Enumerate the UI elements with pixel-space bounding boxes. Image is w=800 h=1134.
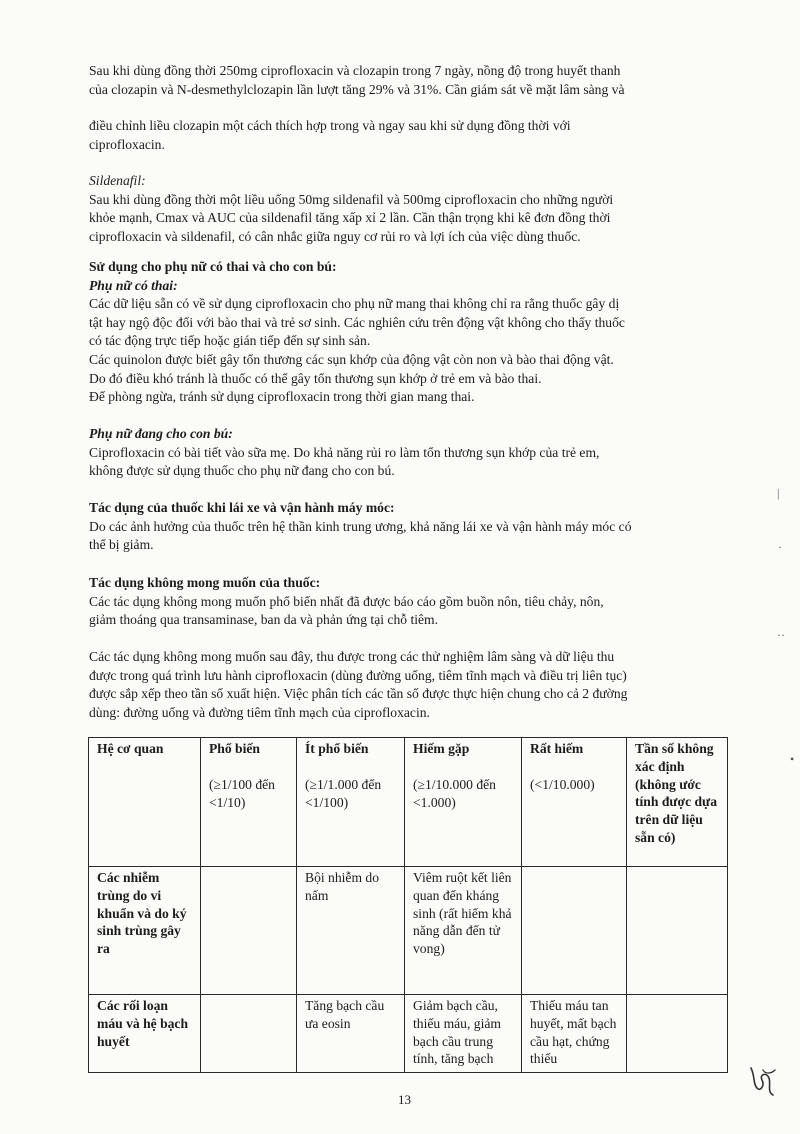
text-line: không được sử dụng thuốc cho phụ nữ đang cho con bú. — [89, 463, 395, 479]
text-line: Các tác dụng không mong muốn phổ biến nhất đã được báo cáo gồm buồn nôn, tiêu chảy, nôn, — [89, 593, 604, 609]
text-line: điều chỉnh liều clozapin một cách thích hợp trong và ngay sau khi sử dụng đồng thời với — [89, 118, 571, 133]
pregnancy-heading: Sử dụng cho phụ nữ có thai và cho con bú: — [89, 259, 337, 274]
header-organ-system: Hệ cơ quan — [89, 738, 201, 867]
scan-mark: • — [790, 752, 795, 766]
page-number: 13 — [398, 1092, 411, 1107]
cell-unknown — [627, 867, 728, 995]
header-range: (≥1/100 đến <1/10) — [209, 776, 275, 810]
cell-rare: Viêm ruột kết liên quan đến kháng sinh (rất hiếm khả năng dẫn đến tử vong) — [405, 867, 522, 995]
text-line: Các tác dụng không mong muốn sau đây, thu được trong các thử nghiệm lâm sàng và dữ liệu thu — [89, 649, 615, 664]
text-line: tật hay ngộ độc đối với bào thai và trẻ sơ sinh. Các nghiên cứu trên động vật không cho thấy thuốc — [89, 314, 625, 330]
paragraph-clozapin — [89, 62, 729, 99]
table-header-row — [89, 738, 728, 867]
text-line: có tác động trực tiếp hoặc gián tiếp đến sự sinh sản. — [89, 333, 371, 349]
section-driving — [89, 499, 729, 555]
table-row — [89, 867, 728, 995]
text-line: ciprofloxacin. — [89, 136, 165, 152]
driving-heading: Tác dụng của thuốc khi lái xe và vận hành máy móc: — [89, 500, 395, 515]
adverse-heading: Tác dụng không mong muốn của thuốc: — [89, 575, 321, 590]
text-line: Ciprofloxacin có bài tiết vào sữa mẹ. Do khả năng rủi ro làm tổn thương sụn khớp của trẻ em, — [89, 444, 600, 460]
table-row — [89, 995, 728, 1073]
section-adverse-effects — [89, 574, 729, 630]
signature-mark — [745, 1062, 779, 1098]
text-line: của clozapin và N-desmethylclozapin lần lượt tăng 29% và 31%. Cần giám sát về mặt lâm sàng và — [89, 81, 625, 97]
header-range: (≥1/10.000 đến <1.000) — [413, 776, 496, 810]
scan-mark: · — [778, 540, 782, 554]
header-very-rare: Rất hiếm (<1/10.000) — [522, 738, 627, 867]
cell-very-rare — [522, 867, 627, 995]
text-line: Sau khi dùng đồng thời 250mg ciprofloxacin và clozapin trong 7 ngày, nồng độ trong huyết thanh — [89, 63, 621, 78]
section-sildenafil — [89, 172, 729, 246]
cell-organ: Các nhiễm trùng do vi khuẩn và do ký sinh trùng gây ra — [89, 867, 201, 995]
text-line: Để phòng ngừa, tránh sử dụng ciprofloxacin trong thời gian mang thai. — [89, 389, 475, 405]
scan-mark: | — [777, 486, 780, 500]
header-unknown-frequency: Tần số không xác định (không ước tính được dựa trên dữ liệu sẵn có) — [627, 738, 728, 867]
cell-unknown — [627, 995, 728, 1073]
paragraph-adverse-frequency — [89, 648, 729, 722]
text-line: được sắp xếp theo tần số xuất hiện. Việc phân tích các tần số được thực hiện chung cho cả 2 đường — [89, 686, 628, 702]
cell-very-rare: Thiếu máu tan huyết, mất bạch cầu hạt, chứng thiếu — [522, 995, 627, 1073]
section-pregnancy — [89, 258, 729, 407]
cell-common — [201, 867, 297, 995]
cell-common — [201, 995, 297, 1073]
paragraph-clozapin-dose — [89, 117, 729, 154]
cell-organ: Các rối loạn máu và hệ bạch huyết — [89, 995, 201, 1073]
section-breastfeeding — [89, 425, 729, 481]
header-common: Phổ biến (≥1/100 đến <1/10) — [201, 738, 297, 867]
header-range: (<1/10.000) — [530, 776, 595, 792]
cell-rare: Giảm bạch cầu, thiếu máu, giảm bạch cầu trung tính, tăng bạch — [405, 995, 522, 1073]
text-line: được trong quá trình lưu hành ciprofloxacin (dùng đường uống, tiêm tĩnh mạch và điều trị liên tục) — [89, 667, 627, 683]
cell-uncommon: Tăng bạch cầu ưa eosin — [297, 995, 405, 1073]
text-line: dùng: đường uống và đường tiêm tĩnh mạch của ciprofloxacin. — [89, 704, 430, 720]
text-line: giảm thoáng qua transaminase, ban da và phản ứng tại chỗ tiêm. — [89, 612, 438, 628]
header-range: (≥1/1.000 đến <1/100) — [305, 776, 382, 810]
sildenafil-heading: Sildenafil: — [89, 173, 146, 188]
cell-uncommon: Bội nhiễm do nấm — [297, 867, 405, 995]
adverse-effects-table — [88, 737, 728, 1073]
pregnancy-subheading: Phụ nữ có thai: — [89, 277, 178, 293]
text-line: Do các ảnh hưởng của thuốc trên hệ thần kinh trung ương, khả năng lái xe và vận hành máy móc có — [89, 518, 632, 534]
text-line: khỏe mạnh, Cmax và AUC của sildenafil tăng xấp xỉ 2 lần. Cần thận trọng khi kê đơn đồng thời — [89, 210, 611, 226]
text-line: thể bị giảm. — [89, 537, 154, 553]
breastfeeding-heading: Phụ nữ đang cho con bú: — [89, 426, 233, 441]
text-line: Sau khi dùng đồng thời một liều uống 50mg sildenafil và 500mg ciprofloxacin cho những người — [89, 191, 614, 207]
text-line: Các quinolon được biết gây tổn thương các sụn khớp của động vật còn non và bào thai động vật. — [89, 351, 614, 367]
header-rare: Hiếm gặp (≥1/10.000 đến <1.000) — [405, 738, 522, 867]
text-line: Do đó điều khó tránh là thuốc có thể gây tổn thương sụn khớp ở trẻ em và bào thai. — [89, 370, 542, 386]
text-line: ciprofloxacin và sildenafil, có cân nhắc giữa nguy cơ rủi ro và lợi ích của việc dùng thuốc. — [89, 228, 581, 244]
header-uncommon: Ít phổ biến (≥1/1.000 đến <1/100) — [297, 738, 405, 867]
text-line: Các dữ liệu sẵn có về sử dụng ciprofloxacin cho phụ nữ mang thai không chỉ ra rằng thuốc gây dị — [89, 296, 620, 312]
scan-mark: ·· — [777, 628, 785, 642]
